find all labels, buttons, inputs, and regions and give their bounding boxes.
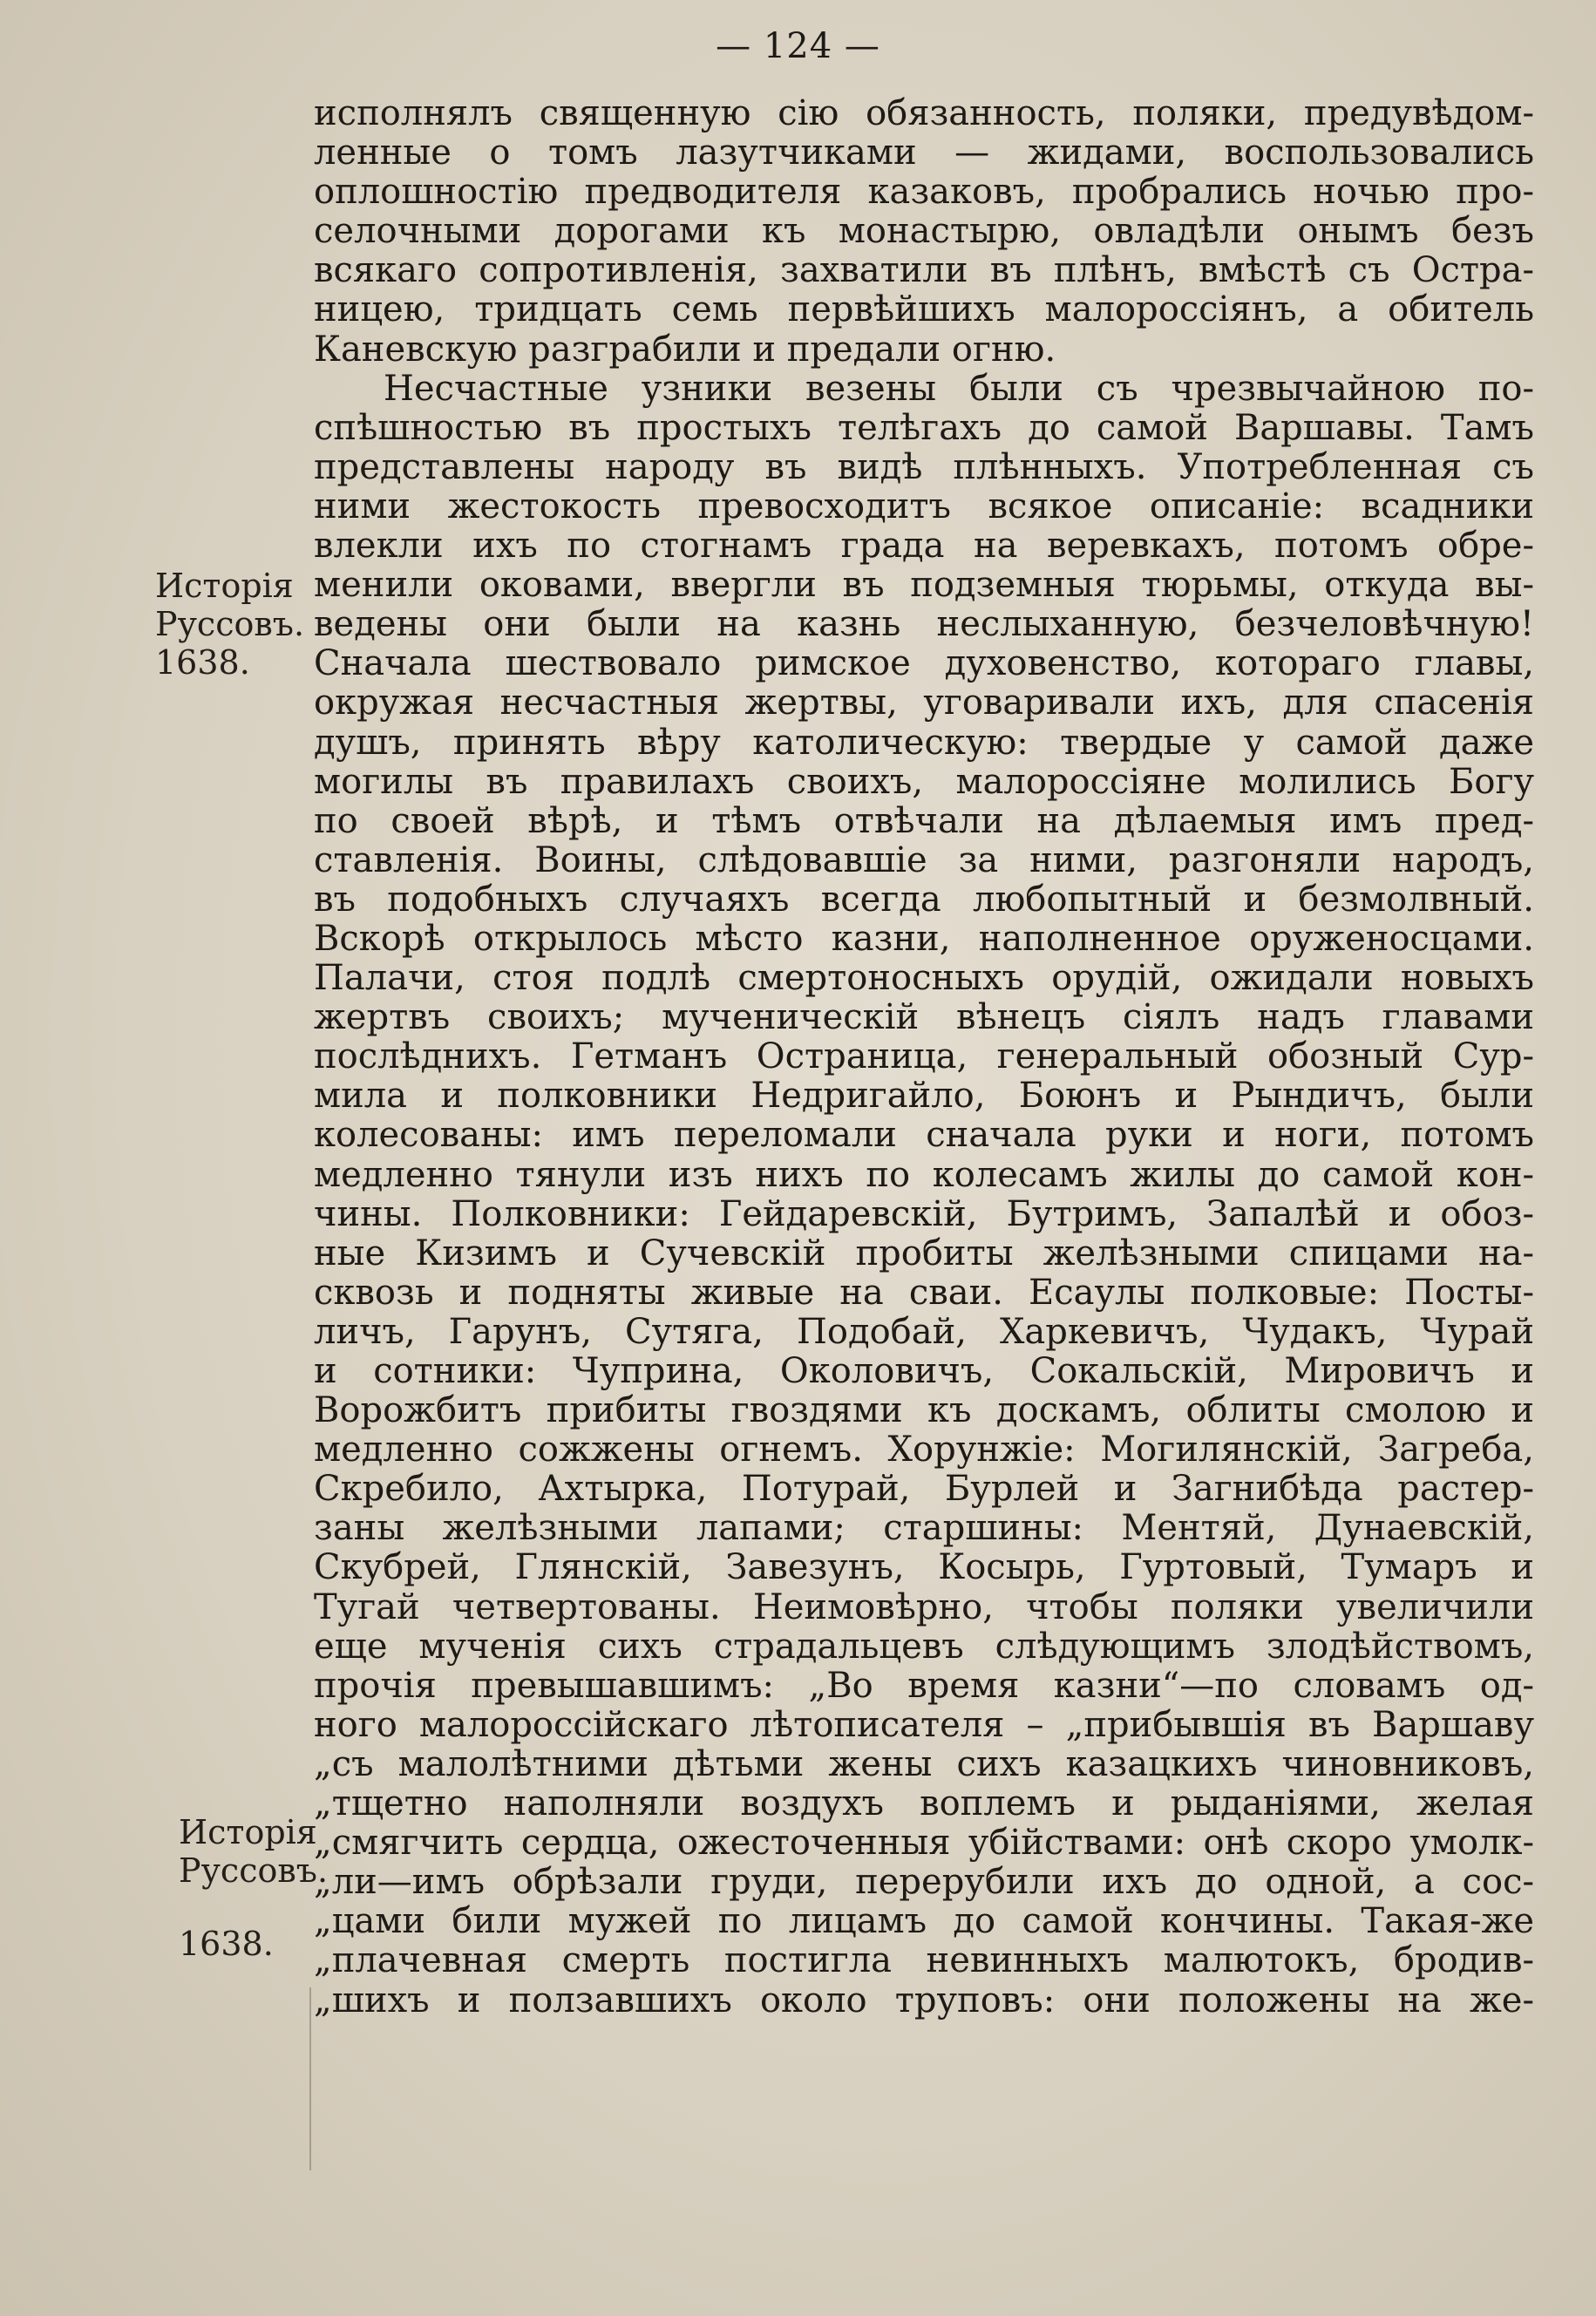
margin-note-1 bbox=[155, 567, 304, 682]
margin-rule bbox=[309, 1987, 311, 2170]
text-line: „шихъ и ползавшихъ около труповъ: они положены на же- bbox=[314, 1980, 1534, 2021]
margin-note-year: 1638. bbox=[155, 643, 250, 682]
text-line: жертвъ своихъ; мученическій вѣнецъ сіялъ надъ главами bbox=[314, 997, 1534, 1038]
text-line: менили оковами, ввергли въ подземныя тюрьмы, откуда вы- bbox=[314, 565, 1534, 606]
text-line: медленно сожжены огнемъ. Хорунжіе: Могилянскій, Загреба, bbox=[314, 1430, 1534, 1470]
text-line: спѣшностью въ простыхъ телѣгахъ до самой Варшавы. Тамъ bbox=[314, 407, 1534, 448]
margin-note-source: Исторія bbox=[155, 567, 294, 605]
text-line: Скребило, Ахтырка, Потурай, Бурлей и Загнибѣда растер- bbox=[314, 1469, 1534, 1510]
text-line: медленно тянули изъ нихъ по колесамъ жилы до самой кон- bbox=[314, 1154, 1534, 1195]
text-line: Палачи, стоя подлѣ смертоносныхъ орудій, ожидали новыхъ bbox=[314, 958, 1534, 999]
text-line: въ подобныхъ случаяхъ всегда любопытный и безмолвный. bbox=[314, 879, 1534, 920]
text-line: могилы въ правилахъ своихъ, малороссіяне молились Богу bbox=[314, 761, 1534, 802]
text-line: Скубрей, Глянскій, Завезунъ, Косырь, Гуртовый, Тумаръ и bbox=[314, 1547, 1534, 1588]
text-line: ницею, тридцать семь первѣйшихъ малороссіянъ, а обитель bbox=[314, 289, 1534, 330]
text-line: послѣднихъ. Гетманъ Остраница, генеральный обозный Сур- bbox=[314, 1036, 1534, 1077]
text-line: окружая несчастныя жертвы, уговаривали ихъ, для спасенія bbox=[314, 683, 1534, 723]
text-line: Сначала шествовало римское духовенство, котораго главы, bbox=[314, 643, 1534, 684]
text-line: и сотники: Чуприна, Околовичъ, Сокальскій, Мировичъ и bbox=[314, 1351, 1534, 1391]
text-line: ними жестокость превосходитъ всякое описаніе: всадники bbox=[314, 486, 1534, 526]
margin-note-source: Исторія bbox=[179, 1813, 317, 1851]
text-line: чины. Полковники: Гейдаревскій, Бутримъ, Запалѣй и обоз- bbox=[314, 1193, 1534, 1234]
margin-note-2 bbox=[179, 1813, 328, 1963]
text-line: ного малороссійскаго лѣтописателя – „прибывшія въ Варшаву bbox=[314, 1704, 1534, 1745]
text-line: ведены они были на казнь неслыханную, безчеловѣчную! bbox=[314, 604, 1534, 645]
page-number: — 124 — bbox=[716, 26, 880, 66]
margin-note-work: Руссовъ. bbox=[155, 605, 305, 643]
text-line: ставленія. Воины, слѣдовавшіе за ними, разгоняли народъ, bbox=[314, 839, 1534, 880]
margin-note-work: Руссовъ. bbox=[179, 1851, 329, 1890]
text-line: еще мученія сихъ страдальцевъ слѣдующимъ злодѣйствомъ, bbox=[314, 1626, 1534, 1667]
text-line: „цами били мужей по лицамъ до самой кончины. Такая-же bbox=[314, 1901, 1534, 1942]
text-line: Тугай четвертованы. Неимовѣрно, чтобы поляки увеличили bbox=[314, 1586, 1534, 1627]
text-line: влекли ихъ по стогнамъ града на веревкахъ, потомъ обре- bbox=[314, 526, 1534, 567]
margin-note-year: 1638. bbox=[179, 1925, 274, 1963]
text-line: Несчастные узники везены были съ чрезвычайною по- bbox=[384, 368, 1534, 409]
text-line: Вскорѣ открылось мѣсто казни, наполненное оруженосцами. bbox=[314, 918, 1534, 959]
text-line: Ворожбитъ прибиты гвоздями къ доскамъ, облиты смолою и bbox=[314, 1390, 1534, 1431]
text-line: заны желѣзными лапами; старшины: Ментяй, Дунаевскій, bbox=[314, 1508, 1534, 1549]
text-line: „съ малолѣтними дѣтьми жены сихъ казацкихъ чиновниковъ, bbox=[314, 1743, 1534, 1784]
text-line: личъ, Гарунъ, Сутяга, Подобай, Харкевичъ, Чудакъ, Чурай bbox=[314, 1311, 1534, 1352]
text-line: ные Кизимъ и Сучевскій пробиты желѣзными спицами на- bbox=[314, 1233, 1534, 1273]
text-line: исполнялъ священную сію обязанность, поляки, предувѣдом- bbox=[314, 93, 1534, 133]
text-line: „смягчить сердца, ожесточенныя убійствами: онѣ скоро умолк- bbox=[314, 1823, 1534, 1864]
text-line: „ли—имъ обрѣзали груди, перерубили ихъ до одной, а сос- bbox=[314, 1862, 1534, 1903]
text-line: „тщетно наполняли воздухъ воплемъ и рыданіями, желая bbox=[314, 1783, 1534, 1824]
text-line: представлены народу въ видѣ плѣнныхъ. Употребленная съ bbox=[314, 446, 1534, 487]
text-line: мила и полковники Недригайло, Боюнъ и Рындичъ, были bbox=[314, 1076, 1534, 1117]
text-line: ленные о томъ лазутчиками — жидами, воспользовались bbox=[314, 132, 1534, 173]
text-line: сквозь и подняты живые на сваи. Есаулы полковые: Посты- bbox=[314, 1272, 1534, 1313]
body-text bbox=[314, 94, 1534, 2021]
text-line: Каневскую разграбили и предали огню. bbox=[314, 329, 1056, 370]
text-line: по своей вѣрѣ, и тѣмъ отвѣчали на дѣлаемыя имъ пред- bbox=[314, 800, 1534, 841]
text-line: прочія превышавшимъ: „Во время казни“—по словамъ од- bbox=[314, 1665, 1534, 1706]
text-line: душъ, принять вѣру католическую: твердые у самой даже bbox=[314, 722, 1534, 763]
text-line: „плачевная смерть постигла невинныхъ малютокъ, бродив- bbox=[314, 1940, 1534, 1981]
text-line: оплошностію предводителя казаковъ, пробрались ночью про- bbox=[314, 172, 1534, 213]
text-line: селочными дорогами къ монастырю, овладѣли онымъ безъ bbox=[314, 211, 1534, 252]
text-line: колесованы: имъ переломали сначала руки и ноги, потомъ bbox=[314, 1115, 1534, 1156]
text-line: всякаго сопротивленія, захватили въ плѣнъ, вмѣстѣ съ Остра- bbox=[314, 250, 1534, 291]
